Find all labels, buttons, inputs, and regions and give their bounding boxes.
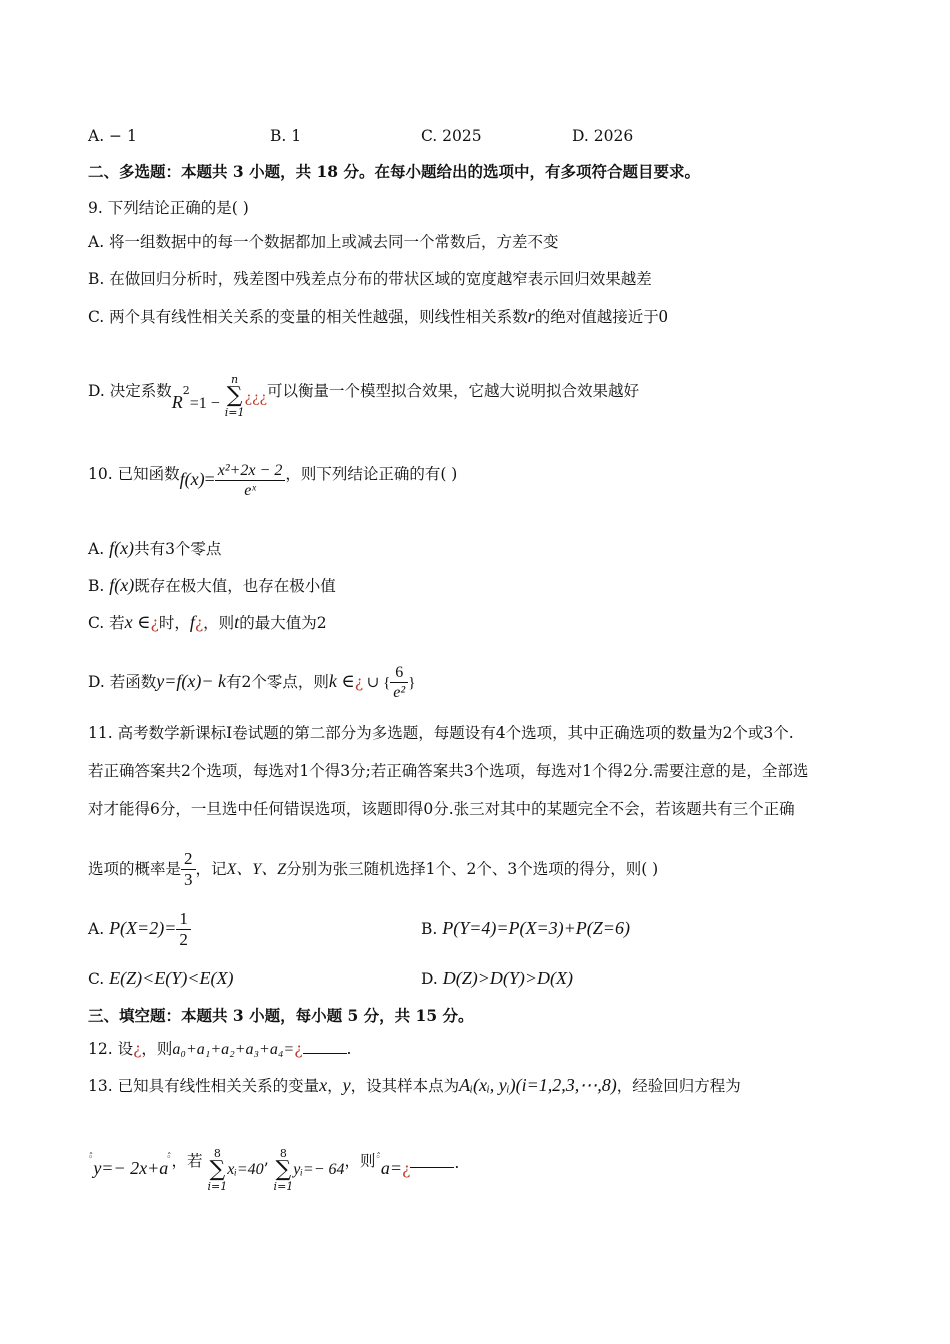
q11-c-expr: E(Z)<E(Y)<E(X) — [109, 968, 234, 988]
q8-option-a: A. − 1 — [88, 127, 137, 145]
q9-d-r: R — [171, 392, 183, 412]
q10-d-pre: D. 若函数 — [88, 672, 157, 691]
q13-sep: ， — [327, 1077, 343, 1095]
q10-b-post: 既存在极大值，也存在极小值 — [134, 577, 336, 595]
q10-d-y: y=f(x)− k — [156, 670, 226, 691]
q13-hat2-icon: ◦̂ — [166, 1153, 172, 1163]
q10-stem-pre: 10. 已知函数 — [88, 464, 180, 483]
q10-den: eˣ — [244, 481, 256, 499]
q10-option-c — [88, 612, 327, 634]
q13-sum-x-bot: i=1 — [207, 1180, 228, 1193]
q12-pre: 12. 设 — [88, 1040, 134, 1058]
q11-a-num: 1 — [176, 910, 191, 930]
sigma-icon: ∑ — [275, 1157, 292, 1182]
q11-a-den: 2 — [179, 929, 188, 949]
q9-d-sq: 2 — [182, 384, 190, 397]
q10-b-f: f — [109, 575, 115, 595]
q10-b-fx: (x) — [114, 575, 135, 595]
q9-option-a: A. 将一组数据中的每一个数据都加上或减去同一个常数后，方差不变 — [88, 233, 559, 251]
q10-num: x²+2x − 2 — [215, 462, 286, 481]
q10-fraction — [215, 462, 286, 500]
q10-d-close: } — [408, 674, 416, 691]
q11-line3: 对才能得6分，一旦选中任何错误选项，该题即得0分.张三对其中的某题完全不会，若该题共有三个正确 — [88, 800, 795, 818]
q10-c-mid: 时， — [158, 614, 190, 632]
q11-option-b — [421, 918, 630, 939]
q9-option-c — [88, 306, 668, 328]
q11-c-pre: C. — [88, 970, 110, 988]
q11-option-c — [88, 968, 233, 989]
q13-then: ，则 — [344, 1152, 376, 1170]
q10-d-fraction — [390, 664, 408, 702]
q13-line2 — [88, 1148, 459, 1192]
q9-option-b: B. 在做回归分析时，残差图中残差点分布的带状区域的宽度越窄表示回归效果越差 — [88, 270, 652, 288]
q9-c-text2: 的绝对值越接近于 — [534, 308, 659, 326]
q8-option-c: C. 2025 — [421, 127, 482, 145]
q13-l1-pre: 13. 已知具有线性相关关系的变量 — [88, 1077, 320, 1095]
q13-l1-mid: ，设其样本点为 — [350, 1077, 460, 1095]
q11-d-pre: D. — [421, 970, 443, 988]
q10-stem — [88, 462, 457, 500]
q13-comma: ’ — [263, 1160, 269, 1178]
q11-prob-fraction — [181, 850, 196, 890]
q10-b-pre: B. — [88, 577, 110, 595]
q13-sum1: xᵢ=40 — [227, 1161, 264, 1178]
section2-title: 二、多选题：本题共 3 小题，共 18 分。在每小题给出的选项中，有多项符合题目要求。 — [88, 162, 700, 181]
q12-answer-blank — [303, 1052, 347, 1054]
q13-eq: y=− 2x+a — [93, 1158, 169, 1178]
q13-hat-icon: ◦̂ — [88, 1153, 94, 1163]
q9-c-text: C. 两个具有线性相关关系的变量的相关性越强，则线性相关系数 — [88, 308, 528, 326]
q11-den: 3 — [184, 869, 193, 889]
q9-option-d — [88, 373, 639, 419]
q11-line1: 11. 高考数学新课标Ⅰ卷试题的第二部分为多选题，每题设有4个选项，其中正确选项的数量为2个或3个. — [88, 724, 794, 742]
q11-d-expr: D(Z)>D(Y)>D(X) — [442, 968, 574, 988]
q9-d-text: D. 决定系数 — [88, 382, 172, 400]
q13-if: ，若 — [171, 1152, 203, 1170]
q10-eq: = — [204, 468, 215, 489]
q8-option-b: B. 1 — [270, 127, 302, 145]
q10-d-union: ∪ { — [363, 674, 391, 691]
section3-title: 三、填空题：本题共 3 小题，每小题 5 分，共 15 分。 — [88, 1006, 474, 1025]
q13-l1-post: ，经验回归方程为 — [616, 1077, 741, 1095]
q10-c-x: x ∈ — [124, 612, 151, 632]
q13-answer-blank — [410, 1167, 454, 1168]
q10-a-fx: (x) — [114, 538, 135, 558]
sigma-icon: ∑ — [209, 1157, 226, 1182]
q11-b-pre: B. — [421, 920, 443, 938]
q11-l4-post1: ，记 — [195, 860, 227, 879]
q10-c-post1: ，则 — [203, 614, 235, 632]
q10-c-f: f — [189, 612, 195, 632]
q12-garble2: ¿ — [294, 1040, 303, 1058]
q10-d-num: 6 — [390, 664, 408, 683]
q13-end: . — [454, 1154, 460, 1172]
q11-a-fraction — [176, 910, 191, 950]
q11-l4-post2: 分别为张三随机选择1个、2个、3个选项的得分，则( ) — [286, 860, 659, 879]
q13-y: y — [342, 1075, 351, 1095]
q13-points: Aᵢ(xᵢ, yᵢ)(i=1,2,3,⋯,8) — [459, 1075, 617, 1095]
q13-line1 — [88, 1075, 741, 1097]
q11-b-expr: P(Y=4)=P(X=3)+P(Z=6) — [442, 918, 630, 938]
q12-expr: a₀+a₁+a₂+a₃+a₄= — [172, 1041, 295, 1058]
q10-option-b — [88, 575, 336, 597]
q9-d-text2: 可以衡量一个模型拟合效果，它越大说明拟合效果越好 — [266, 382, 639, 400]
q9-d-sum-bot: i=1 — [224, 406, 245, 419]
q9-d-garble: ¿¿¿ — [244, 390, 267, 406]
q11-line4 — [88, 850, 658, 890]
q9-d-eq: =1 − — [189, 395, 220, 412]
q11-line2: 若正确答案共2个选项，每选对1个得3分;若正确答案共3个选项，每选对1个得2分.需要注意的是，全部选 — [88, 762, 809, 780]
q10-a-f: f — [109, 538, 115, 558]
q11-vars: X、Y、Z — [226, 861, 287, 879]
q10-f: f — [179, 468, 185, 489]
q10-a-post: 共有3个零点 — [134, 540, 222, 558]
q10-stem-post: ，则下列结论正确的有( ) — [285, 464, 458, 483]
q13-sum-y — [274, 1148, 294, 1192]
q11-num: 2 — [181, 850, 196, 870]
q13-hat3-icon: ◦̂ — [375, 1153, 381, 1163]
q11-l4-pre: 选项的概率是 — [88, 860, 182, 879]
q10-d-den: e² — [393, 683, 406, 701]
q13-sum-y-bot: i=1 — [273, 1180, 294, 1193]
q9-c-value: 0 — [658, 306, 668, 326]
q10-c-garble: ¿ — [150, 614, 159, 632]
q11-a-pre: A. — [88, 920, 110, 939]
q11-option-d — [421, 968, 573, 989]
q10-c-post2: 的最大值为2 — [239, 614, 327, 632]
q10-c-pre: C. 若 — [88, 614, 125, 632]
q10-c-garble2: ¿ — [194, 614, 204, 632]
q11-option-a — [88, 910, 191, 950]
q10-d-garble: ¿ — [354, 672, 363, 691]
q10-d-mid: 有2个零点，则 — [225, 672, 329, 691]
q13-garble: ¿ — [402, 1160, 411, 1178]
q13-sum2: yᵢ=− 64 — [293, 1161, 345, 1178]
q9-c-var: r — [527, 306, 535, 326]
q10-option-a — [88, 538, 221, 560]
q9-d-sum-top: n — [231, 373, 239, 386]
q8-option-d: D. 2026 — [572, 127, 634, 145]
q10-fx: (x) — [184, 468, 205, 489]
q10-a-pre: A. — [88, 540, 110, 558]
q13-sum-x — [208, 1148, 228, 1192]
q12-mid: ，则 — [141, 1040, 173, 1058]
q12-post: . — [346, 1040, 352, 1058]
q13-a: a= — [380, 1158, 402, 1178]
sigma-icon: ∑ — [226, 383, 243, 408]
q10-option-d — [88, 664, 415, 702]
q9-d-sum — [225, 374, 245, 418]
q13-sum-y-top: 8 — [279, 1147, 287, 1160]
q13-sum-x-top: 8 — [213, 1147, 221, 1160]
q9-stem: 9. 下列结论正确的是( ) — [88, 199, 249, 217]
q12-garble: ¿ — [133, 1040, 142, 1058]
q12 — [88, 1040, 351, 1059]
q11-a-expr: P(X=2)= — [109, 918, 177, 939]
q10-d-k: k ∈ — [328, 670, 355, 691]
q10-c-t: t — [234, 612, 240, 632]
q13-x: x — [319, 1075, 328, 1095]
